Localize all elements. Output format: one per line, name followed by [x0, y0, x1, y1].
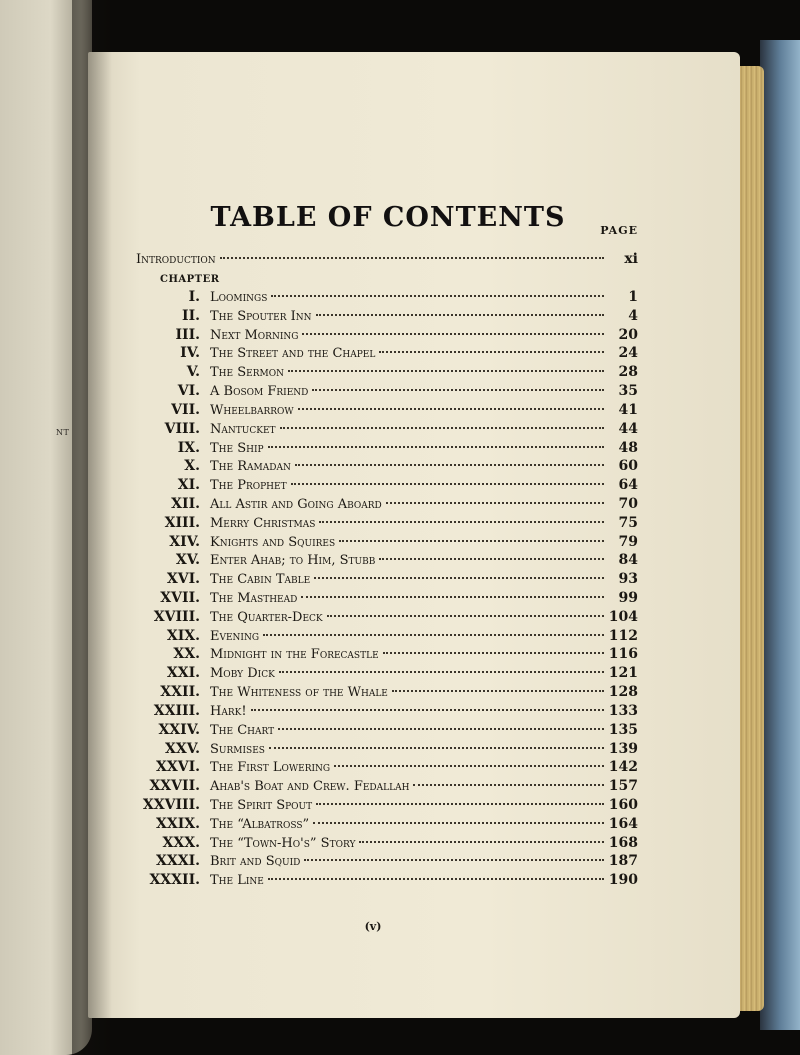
toc-entry: [128, 589, 638, 608]
dot-leader: [304, 859, 604, 861]
toc-entry: [128, 834, 638, 853]
dot-leader: [379, 351, 604, 353]
chapter-title: The Cabin Table: [210, 572, 311, 588]
chapter-page-number: 121: [608, 665, 638, 682]
chapter-title: Loomings: [210, 290, 268, 305]
toc-entry: [128, 307, 638, 326]
chapter-numeral: XXII.: [160, 684, 200, 701]
chapter-title: All Astir and Going Aboard: [210, 496, 382, 512]
toc-entry: [128, 740, 638, 759]
introduction-page-number: xi: [624, 251, 638, 267]
dot-leader: [288, 370, 604, 372]
chapter-title: Hark!: [210, 703, 247, 719]
chapter-page-number: 20: [618, 326, 638, 343]
dot-leader: [271, 295, 604, 297]
chapter-title: The Ramadan: [210, 459, 291, 475]
chapter-numeral: XXIII.: [153, 702, 200, 719]
chapter-title: The Quarter-Deck: [210, 609, 323, 625]
chapter-page-number: 28: [618, 364, 638, 381]
toc-entry: [128, 457, 638, 476]
chapter-page-number: 128: [608, 684, 638, 701]
dot-leader: [312, 389, 604, 391]
dot-leader: [295, 464, 604, 466]
chapter-page-number: 168: [608, 834, 638, 851]
chapter-numeral: XXXI.: [155, 853, 200, 870]
chapter-numeral: XIX.: [166, 627, 200, 644]
chapter-title: Merry Christmas: [210, 515, 316, 531]
chapter-numeral: II.: [182, 307, 200, 324]
toc-entry: [128, 551, 638, 570]
dot-leader: [301, 596, 604, 598]
chapter-title: Nantucket: [210, 421, 276, 437]
chapter-page-number: 1: [628, 289, 638, 305]
chapter-title: The “Albatross”: [210, 816, 310, 832]
chapter-numeral: XXV.: [164, 740, 200, 757]
chapter-numeral: XV.: [175, 552, 200, 569]
toc-entry: [128, 326, 638, 345]
chapter-title: Wheelbarrow: [210, 402, 294, 418]
chapter-column-header: CHAPTER: [160, 274, 220, 285]
chapter-title: The Street and the Chapel: [210, 346, 376, 362]
chapter-numeral: XII.: [171, 495, 200, 512]
chapter-page-number: 142: [608, 759, 638, 776]
toc-entry: [128, 815, 638, 834]
chapter-page-number: 133: [608, 702, 638, 719]
chapter-title: The Whiteness of the Whale: [210, 685, 388, 701]
chapter-title: Midnight in the Forecastle: [210, 647, 379, 663]
chapter-numeral: XIII.: [164, 514, 200, 531]
page-folio: (v): [364, 920, 382, 933]
dot-leader: [319, 521, 604, 523]
chapter-title: Next Morning: [210, 327, 299, 343]
dot-leader: [386, 502, 604, 504]
chapter-numeral: VII.: [171, 401, 200, 418]
chapter-page-number: 157: [608, 778, 638, 795]
chapter-page-number: 164: [608, 815, 638, 832]
chapter-page-number: 60: [618, 458, 638, 475]
chapter-numeral: III.: [175, 326, 200, 343]
chapter-numeral: VI.: [177, 383, 200, 400]
dot-leader: [220, 257, 604, 259]
chapter-page-number: 187: [608, 853, 638, 870]
chapter-numeral: XIV.: [169, 533, 200, 550]
chapter-title: The Spirit Spout: [210, 797, 313, 813]
toc-entry: [128, 363, 638, 382]
chapter-page-number: 44: [618, 420, 638, 437]
chapter-numeral: XVII.: [160, 590, 200, 606]
book-cover-edge: [760, 40, 800, 1030]
dot-leader: [383, 652, 604, 654]
toc-entry: [128, 721, 638, 740]
chapter-page-number: 64: [618, 477, 638, 494]
chapter-numeral: IV.: [180, 345, 200, 362]
chapter-title: Enter Ahab; to Him, Stubb: [210, 553, 376, 569]
toc-entry: [128, 382, 638, 401]
toc-entry: [128, 608, 638, 627]
chapter-numeral: XXVII.: [149, 778, 200, 795]
chapter-page-number: 75: [618, 514, 638, 531]
chapter-numeral: XXI.: [166, 665, 200, 682]
chapter-title: The Masthead: [210, 591, 298, 606]
dot-leader: [278, 728, 604, 730]
toc-entry: [128, 344, 638, 363]
dot-leader: [263, 634, 604, 636]
toc-entry: [128, 664, 638, 683]
chapter-numeral: XXX.: [162, 834, 200, 851]
dot-leader: [314, 577, 604, 579]
chapter-title: The Sermon: [210, 365, 284, 381]
chapter-title: Evening: [210, 628, 260, 644]
toc-entry: [128, 476, 638, 495]
chapter-title: The Line: [210, 873, 264, 889]
chapter-page-number: 48: [618, 439, 638, 456]
toc-entry: [128, 627, 638, 646]
dot-leader: [327, 615, 604, 617]
dot-leader: [334, 765, 604, 767]
dot-leader: [291, 483, 604, 485]
toc-entry: [128, 401, 638, 420]
chapter-page-number: 84: [618, 552, 638, 569]
chapter-page-number: 99: [618, 590, 638, 606]
dot-leader: [268, 878, 604, 880]
chapter-page-number: 112: [608, 627, 638, 644]
chapter-page-number: 79: [618, 533, 638, 550]
dot-leader: [392, 690, 604, 692]
toc-entry: [128, 533, 638, 552]
chapter-numeral: V.: [186, 364, 200, 381]
toc-entry: [128, 777, 638, 796]
dot-leader: [268, 446, 604, 448]
chapter-title: Knights and Squires: [210, 534, 336, 550]
dot-leader: [316, 803, 604, 805]
chapter-numeral: XXIX.: [155, 815, 200, 832]
chapter-title: A Bosom Friend: [210, 384, 309, 400]
chapter-numeral: XVIII.: [153, 608, 200, 625]
toc-entry: [128, 514, 638, 533]
dot-leader: [302, 333, 604, 335]
chapter-page-number: 93: [618, 571, 638, 588]
chapter-page-number: 160: [608, 796, 638, 813]
chapter-title: The Ship: [210, 440, 264, 456]
chapter-title: The “Town-Ho's” Story: [210, 835, 356, 851]
toc-entry: [128, 439, 638, 458]
toc-entry: [128, 420, 638, 439]
chapter-numeral: XI.: [177, 477, 200, 494]
toc-entry: [128, 495, 638, 514]
contents-page: [88, 52, 740, 1018]
chapter-page-number: 190: [608, 872, 638, 889]
dot-leader: [339, 540, 604, 542]
chapter-numeral: XX.: [173, 646, 200, 663]
chapter-page-number: 139: [608, 740, 638, 757]
dot-leader: [280, 427, 604, 429]
toc-entry: [128, 570, 638, 589]
dot-leader: [279, 671, 604, 673]
chapter-numeral: XXVI.: [155, 759, 200, 776]
facing-page-text-fragment: NT: [56, 428, 70, 437]
toc-entry: [128, 683, 638, 702]
dot-leader: [359, 841, 604, 843]
chapter-numeral: IX.: [177, 439, 200, 456]
chapter-numeral: XXIV.: [158, 721, 200, 738]
chapter-title: The Prophet: [210, 478, 287, 494]
chapter-list: [128, 288, 638, 890]
toc-entry: [128, 702, 638, 721]
chapter-title: Surmises: [210, 741, 265, 757]
dot-leader: [413, 784, 604, 786]
chapter-numeral: VIII.: [164, 420, 200, 437]
chapter-numeral: I.: [188, 289, 200, 305]
dot-leader: [251, 709, 604, 711]
dot-leader: [379, 558, 604, 560]
toc-entry: [128, 645, 638, 664]
chapter-page-number: 104: [608, 608, 638, 625]
chapter-page-number: 24: [618, 345, 638, 362]
toc-entry: [128, 852, 638, 871]
dot-leader: [316, 314, 604, 316]
chapter-page-number: 135: [608, 721, 638, 738]
page-column-header: PAGE: [600, 224, 638, 237]
chapter-numeral: X.: [184, 458, 200, 475]
dot-leader: [313, 822, 604, 824]
toc-entry: [128, 796, 638, 815]
chapter-numeral: XXXII.: [149, 872, 200, 889]
toc-entry: [128, 758, 638, 777]
introduction-label: Introduction: [136, 252, 216, 267]
toc-entry: [128, 288, 638, 307]
toc-entry-introduction: [136, 250, 638, 269]
toc-entry: [128, 871, 638, 890]
chapter-title: The Spouter Inn: [210, 308, 312, 324]
chapter-page-number: 35: [618, 383, 638, 400]
chapter-numeral: XVI.: [166, 571, 200, 588]
page-block-edges: [738, 66, 764, 1011]
dot-leader: [298, 408, 604, 410]
chapter-numeral: XXVIII.: [142, 796, 200, 813]
chapter-page-number: 41: [618, 401, 638, 418]
chapter-page-number: 4: [628, 307, 638, 324]
chapter-title: Ahab's Boat and Crew. Fedallah: [210, 779, 410, 795]
chapter-page-number: 116: [608, 646, 638, 663]
chapter-title: The First Lowering: [210, 760, 331, 776]
book-gutter-shadow: [72, 0, 112, 1055]
dot-leader: [269, 747, 604, 749]
chapter-title: Moby Dick: [210, 666, 275, 682]
chapter-page-number: 70: [618, 495, 638, 512]
page-title: TABLE OF CONTENTS: [210, 202, 566, 234]
chapter-title: Brit and Squid: [210, 854, 301, 870]
chapter-title: The Chart: [210, 722, 275, 738]
